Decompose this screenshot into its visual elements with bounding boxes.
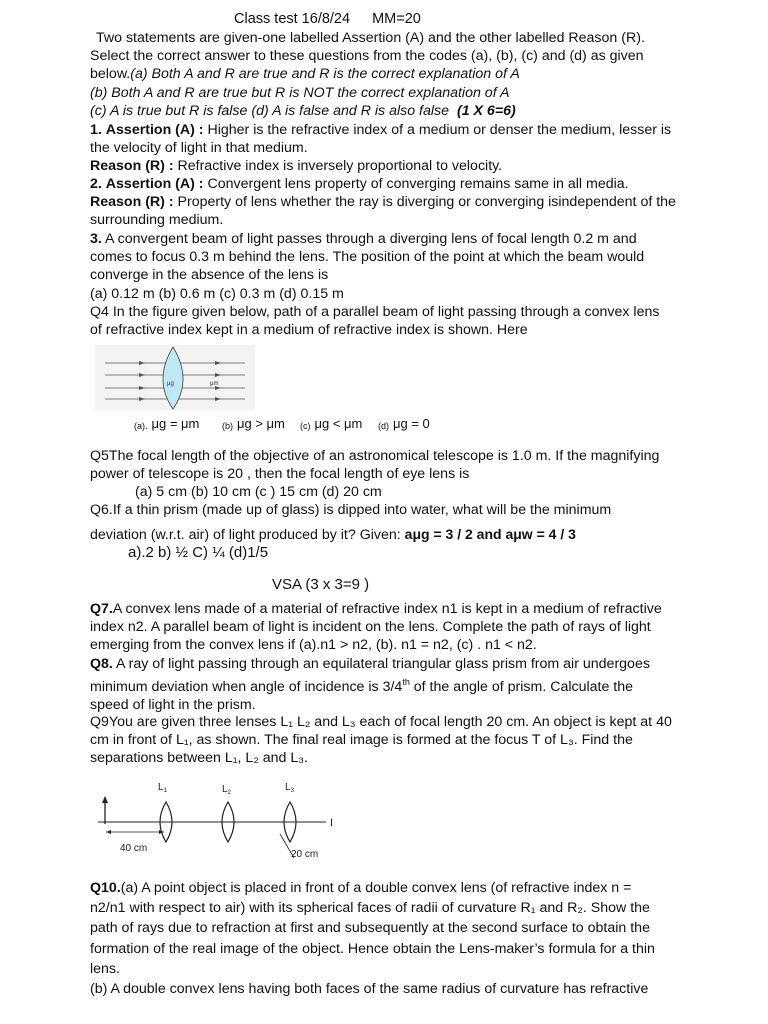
- object-arrowhead: [102, 796, 108, 803]
- answer-options: (a) 0.12 m (b) 0.6 m (c) 0.3 m (d) 0.15 m: [90, 285, 344, 302]
- q4-option-c: (c) μg < μm: [300, 416, 363, 431]
- lens-label-l3: $L_3$: [285, 782, 294, 794]
- code-a: (a) Both A and R are true and R is the correct explanation of A: [130, 66, 520, 83]
- intro-line: below.(a) Both A and R are true and R is the correct explanation of A: [90, 66, 520, 83]
- question-10: Q10.(a) A point object is placed in front of a double convex lens (of refractive index n = n2/n1 with respect to air) with its spherical faces of radii of curvature R₁ and R₂. Show the path of rays due to refraction at first and subsequently at the second surface to obtain the formation of the real image of the object. Hence obtain the Lens-maker’s formula for a thin lens. (b) A double convex lens having both faces of the same radius of curvature has refractive: [90, 880, 655, 998]
- question-2: 2. Assertion (A) : Convergent lens property of converging remains same in all media. Reason (R) : Property of lens whether the ray is diverging or converging isindependent of the surrounding medium.: [90, 176, 676, 229]
- question-1: 1. Assertion (A) : Higher is the refractive index of a medium or denser the medium, lesser is the velocity of light in that medium. Reason (R) : Refractive index is inversely proportional to velocity.: [90, 122, 672, 175]
- assertion-label: Assertion (A) :: [105, 122, 204, 138]
- question-3: 3. A convergent beam of light passes through a diverging lens of focal length 0.2 m and comes to focus 0.3 m behind the lens. The position of the point at which the beam would converge in the absence of the lens is (a) 0.12 m (b) 0.6 m (c) 0.3 m (d) 0.15 m: [90, 230, 710, 303]
- distance-20-label: 20 cm: [291, 849, 319, 860]
- reason-label: Reason (R) :: [90, 158, 174, 175]
- image-point-label: I: [330, 817, 334, 829]
- question-8: Q8. A ray of light passing through an equilateral triangular glass prism from air undergoes minimum deviation when angle of incidence is 3/4th of the angle of prism. Calculate the speed of light in the prism.: [90, 656, 650, 714]
- question-6: Q6.If a thin prism (made up of glass) is dipped into water, what will be the minimum deviation (w.r.t. air) of light produced by it? Given: aμg = 3 / 2 and aμw = 4 / 3 a).2 b) ½ C) ¼ (d)1/5: [90, 501, 710, 563]
- marking-scheme: (1 X 6=6): [456, 102, 516, 119]
- max-marks: MM=20: [372, 11, 421, 27]
- three-lens-figure: [98, 776, 348, 866]
- q4-option-a: (a). μg = μm: [134, 416, 200, 431]
- q4-option-b: (b) μg > μm: [222, 416, 285, 431]
- instructions: [90, 29, 710, 120]
- lens-label-l2: $L_2$: [222, 784, 231, 796]
- answer-options: (a) 5 cm (b) 10 cm (c ) 15 cm (d) 20 cm: [135, 484, 382, 501]
- question-5: Q5The focal length of the objective of an astronomical telescope is 1.0 m. If the magnifying power of telescope is 20 , then the focal length of eye lens is (a) 5 cm (b) 10 cm (c ) 15 cm (d) 20 cm: [90, 447, 710, 502]
- answer-options: a).2 b) ½ C) ¼ (d)1/5: [128, 544, 269, 562]
- distance-40-arrow: [106, 830, 111, 834]
- convex-lens-figure: [95, 345, 255, 410]
- test-title: Class test 16/8/24: [234, 11, 351, 27]
- question-9: Q9You are given three lenses L₁ L₂ and L₃ each of focal length 20 cm. An object is kept at 40 cm in front of L₁, as shown. The final real image is formed at the focus T of L₃. Find the separations between L₁, L₂ and L₃.: [90, 714, 672, 767]
- code-cd: (c) A is true but R is false (d) A is false and R is also false (1 X 6=6): [90, 102, 516, 119]
- intro-line: Two statements are given-one labelled Assertion (A) and the other labelled Reason (R).: [96, 30, 645, 46]
- page-title: [234, 10, 421, 28]
- mu-g-label: μg: [167, 381, 174, 387]
- mu-m-label: μm: [210, 381, 219, 387]
- given-values: aμg = 3 / 2 and aμw = 4 / 3: [404, 526, 576, 543]
- reason-label: Reason (R) :: [90, 194, 174, 211]
- code-b: (b) Both A and R are true but R is NOT the correct explanation of A: [90, 84, 510, 101]
- question-4: Q4 In the figure given below, path of a parallel beam of light passing through a convex lens of refractive index kept in a medium of refractive index is shown. Here: [90, 304, 660, 339]
- section-heading: VSA (3 x 3=9 ): [272, 576, 370, 593]
- q4-option-d: (d) μg = 0: [378, 416, 430, 431]
- distance-40-label: 40 cm: [120, 843, 148, 854]
- q4-options: [134, 415, 584, 437]
- intro-line: Select the correct answer to these questions from the codes (a), (b), (c) and (d) as given: [90, 48, 644, 65]
- question-7: Q7.A convex lens made of a material of refractive index n1 is kept in a medium of refractive index n2. A parallel beam of light is incident on the lens. Complete the path of rays of light emerging from the convex lens if (a).n1 > n2, (b). n1 = n2, (c) . n1 < n2.: [90, 601, 662, 654]
- assertion-label: Assertion (A) :: [105, 176, 204, 192]
- lens-label-l1: $L_1$: [158, 782, 167, 794]
